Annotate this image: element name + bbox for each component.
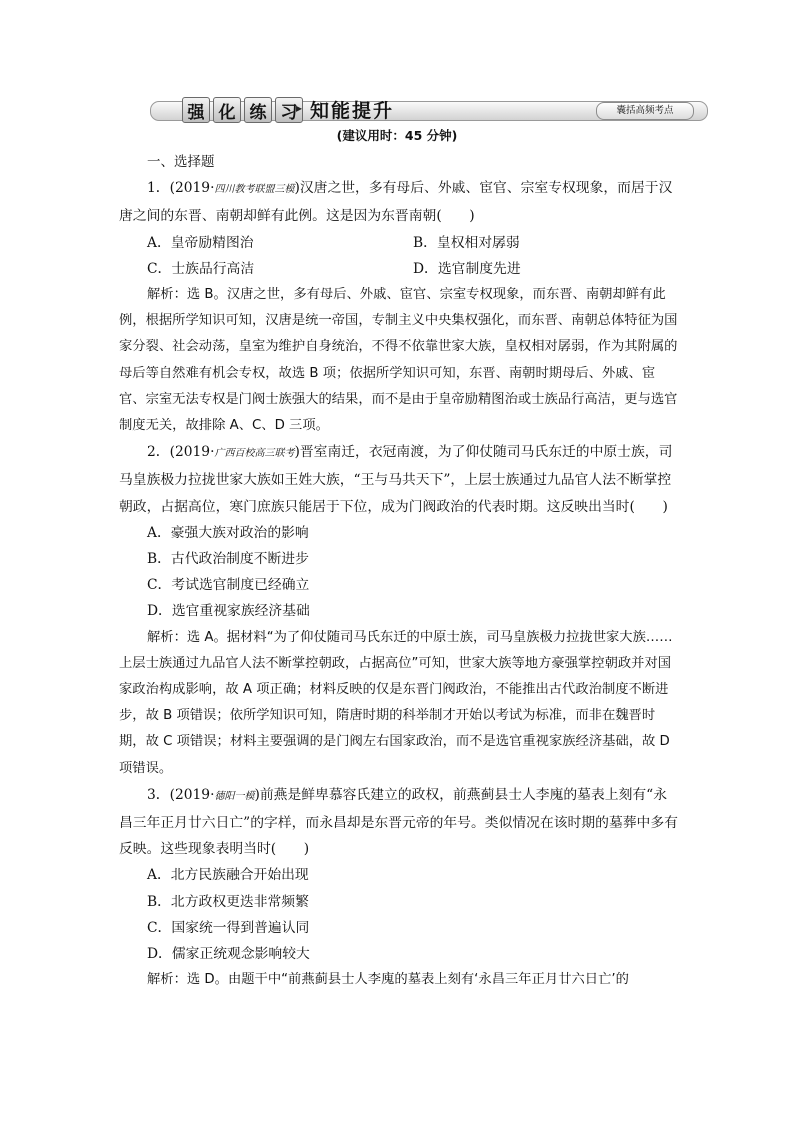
title-char-box: 练 <box>244 97 272 123</box>
header-subtitle: 知能提升 <box>310 100 395 122</box>
option-b: B．皇权相对孱弱 <box>413 234 520 251</box>
main-text <box>119 149 679 994</box>
option-row <box>147 230 679 256</box>
arrow-icon: ▸ <box>296 101 303 115</box>
option-c: C．士族品行高洁 <box>147 260 255 277</box>
explanation: 解析：选 D。由题干中“前燕蓟县士人李廆的墓表上刻有‘永昌三年正月廿六日亡’的 <box>147 972 629 988</box>
title-char-box: 化 <box>213 97 241 123</box>
section-title: 一、选择题 <box>147 154 215 170</box>
option-b: B．古代政治制度不断进步 <box>147 551 309 568</box>
question-stem: 3．(2019·德阳一模)前燕是鲜卑慕容氏建立的政权，前燕蓟县士人李廆的墓表上刻有“永昌三年正月廿六日亡”的字样，而永昌却是东晋元帝的年号。类似情况在该时期的墓葬中多有反映。这些现象表明当时( ) <box>119 786 678 858</box>
header-badge: 囊括高频考点 <box>596 102 694 120</box>
question-source: 四川教考联盟三模 <box>214 184 295 196</box>
option-a: A．豪强大族对政治的影响 <box>147 524 309 541</box>
question-stem: 2．(2019·广西百校高三联考)晋室南迁，衣冠南渡，为了仰仗随司马氏东迁的中原士族，司马皇族极力拉拢世家大族如王姓大族，“王与马共天下”，上层士族通过九品官人法不断掌控朝政，占据高位，寒门庶族只能居于下位，成为门阀政治的代表时期。这反映出当时( ) <box>119 444 673 515</box>
explanation: 解析：选 B。汉唐之世，多有母后、外戚、宦官、宗室专权现象，而东晋、南朝却鲜有此例，根据所学知识可知，汉唐是统一帝国，专制主义中央集权强化，而东晋、南朝总体特征为国家分裂、社会动荡，皇室为维护自身统治，不得不依靠世家大族，皇权相对孱弱，作为其附属的母后等自然难有机会专权，故选 B 项；依据所学知识可知，东晋、南朝时期母后、外戚、宦官、宗室无法专权是门阀士族强大的结果，而不是由于皇帝励精图治或士族品行高洁，更与选官制度无关，故排除 A、C、D 三项。 <box>119 287 678 434</box>
title-char-box: 习 <box>275 97 303 123</box>
header-title <box>182 97 303 123</box>
time-note: (建议用时：45 分钟) <box>336 128 458 143</box>
option-c: C．考试选官制度已经确立 <box>147 577 310 594</box>
option-a: A．皇帝励精图治 <box>147 234 254 251</box>
option-c: C．国家统一得到普遍认同 <box>147 919 310 936</box>
option-a: A．北方民族融合开始出现 <box>147 867 309 884</box>
question-source: 广西百校高三联考 <box>214 448 295 460</box>
option-b: B．北方政权更迭非常频繁 <box>147 893 309 910</box>
option-d: D．选官制度先进 <box>413 260 521 277</box>
explanation: 解析：选 A。据材料“为了仰仗随司马氏东迁的中原士族，司马皇族极力拉拢世家大族……上层士族通过九品官人法不断掌控朝政，占据高位”可知，世家大族等地方豪强掌控朝政并对国家政治构成影响，故 A 项正确；材料反映的仅是东晋门阀政治，不能推出古代政治制度不断进步，故 B 项错误；依所学知识可知，隋唐时期的科举制才开始以考试为标准，而非在魏晋时期，故 C 项错误；材料主要强调的是门阀左右国家政治，而不是选官重视家族经济基础，故 D 项错误。 <box>119 629 673 776</box>
question-stem: 1．(2019·四川教考联盟三模)汉唐之世，多有母后、外戚、宦官、宗室专权现象，而居于汉唐之间的东晋、南朝却鲜有此例。这是因为东晋南朝( ) <box>119 180 673 225</box>
title-char-box: 强 <box>182 97 210 123</box>
question-source: 德阳一模 <box>214 790 255 802</box>
option-d: D．儒家正统观念影响较大 <box>147 946 310 963</box>
option-row <box>147 256 679 282</box>
option-d: D．选官重视家族经济基础 <box>147 603 310 620</box>
